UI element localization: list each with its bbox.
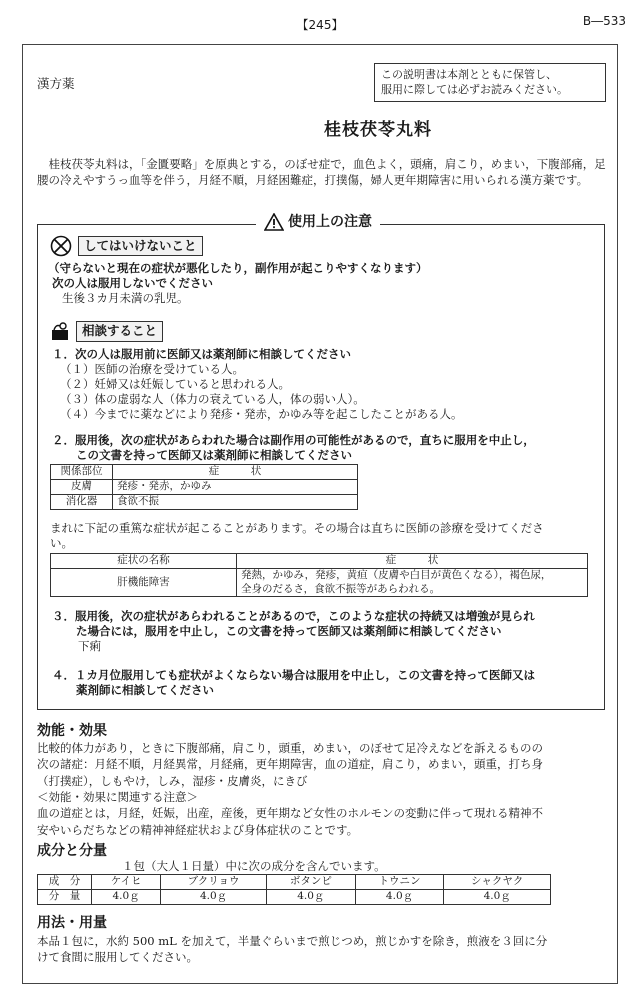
table-cell: 分 量 [38,890,92,905]
category-label: 漢方薬 [37,76,75,91]
table-row [51,495,358,510]
table-cell: トウニン [355,875,444,890]
consult-item3-symptom: 下痢 [78,639,101,653]
consult-item4-title-cont: 薬剤師に相談してください [76,683,214,697]
consult-item4-title: ４．１カ月位服用しても症状がよくならない場合は服用を中止し，この文書を持って医師又は [52,668,535,682]
consult-item3-title: ３．服用後，次の症状があらわれることがあるので，このような症状の持続又は増強が見られ [52,609,535,623]
ingredients-heading: 成分と分量 [37,843,107,859]
consult-item3-title-cont: た場合には，服用を中止し，この文書を持って医師又は薬剤師に相談してください [76,624,502,638]
efficacy-text [37,740,607,838]
warning-icon [264,213,284,231]
table-row [38,875,551,890]
table-cell: ブクリョウ [161,875,267,890]
side-effects-table [50,464,358,510]
caution-title-text: 使用上の注意 [288,214,372,230]
caution-title [256,213,380,231]
consult-item1-list-item: （４）今までに薬などにより発疹・発赤，かゆみ等を起こしたことがある人。 [60,407,463,421]
prohibited-icon [50,235,72,257]
dont-item: 生後３カ月未満の乳児。 [62,291,189,305]
table-cell: ケイヒ [92,875,161,890]
keep-notice-line: 服用に際しては必ずお読みください。 [381,83,568,97]
caution-box [37,214,605,710]
table-header: 症状の名称 [51,554,237,569]
table-cell: 4.0ｇ [267,890,356,905]
table-cell: 4.0ｇ [355,890,444,905]
serious-symptoms-table [50,553,588,597]
efficacy-related-line: 血の道症とは，月経，妊娠，出産，産後，更年期など女性のホルモンの変動に伴って現れる精神不 [37,806,543,821]
rare-note-cont: い。 [50,536,73,550]
table-cell: 4.0ｇ [92,890,161,905]
consult-item2-title: ２．服用後，次の症状があらわれた場合は副作用の可能性があるので，直ちに服用を中止し， [52,433,535,447]
symptom-line: 全身のだるさ，食欲不振等があらわれる。 [241,582,441,595]
consult-item2-title-cont: この文書を持って医師又は薬剤師に相談してください [76,448,352,462]
table-cell: 肝機能障害 [51,569,237,597]
table-row [51,569,588,597]
ingredients-table [37,874,551,905]
symptom-line: 発熱，かゆみ，発疹，黄疸（皮膚や白目が黄色くなる），褐色尿， [241,569,552,581]
table-row [51,480,358,495]
efficacy-line: 比較的体力があり，ときに下腹部痛，肩こり，頭重，めまい，のぼせて足冷えなどを訴えるものの [37,741,543,755]
consult-item1-list-item: （１）医師の治療を受けている人。 [60,362,244,376]
dont-label: してはいけないこと [78,236,203,257]
table-cell: 発疹・発赤，かゆみ [113,480,358,495]
table-cell [237,569,588,597]
efficacy-line: 次の諸症：月経不順，月経異常，月経痛，更年期障害，血の道症，肩こり，めまい，頭重，打ち身 [37,757,543,772]
page-number: 【245】 [296,18,344,32]
table-cell: 皮膚 [51,480,113,495]
efficacy-related-line: 安やいらだちなどの精神神経症状および身体症状のことです。 [37,822,359,837]
efficacy-related-heading: ＜効能・効果に関連する注意＞ [37,789,198,804]
keep-notice-line: この説明書は本剤とともに保管し、 [381,68,557,81]
efficacy-line: （打撲症），しもやけ，しみ，湿疹・皮膚炎，にきび [37,773,308,788]
table-cell: 4.0ｇ [444,890,551,905]
table-header: 関係部位 [51,465,113,480]
dosage-text [37,933,607,966]
keep-notice-box [374,63,606,102]
table-row [38,890,551,905]
table-cell: 消化器 [51,495,113,510]
table-cell: 成 分 [38,875,92,890]
efficacy-heading: 効能・効果 [37,723,107,739]
ingredients-lead: １包（大人１日量）中に次の成分を含んでいます。 [122,859,386,873]
consult-icon [50,321,70,341]
dont-lead: 次の人は服用しないでください [52,276,213,290]
dosage-heading: 用法・用量 [37,915,107,931]
table-cell: ボタンピ [267,875,356,890]
dont-note: （守らないと現在の症状が悪化したり，副作用が起こりやすくなります） [48,261,428,275]
consult-header [50,321,163,342]
intro-text: 桂枝茯苓丸料は，「金匱要略」を原典とする，のぼせ症で，血色よく，頭痛，肩こり，めまい，下腹部痛，足腰の冷えやすうっ血等を伴う，月経不順，月経困難症，打撲傷，婦人更年期障害に用いられる漢方薬です。 [37,157,606,188]
table-cell: 4.0ｇ [161,890,267,905]
dosage-line: 本品１包に，水約 500 mL を加えて，半量ぐらいまで煎じつめ，煎じかすを除き，煎液を３回に分 [37,934,548,948]
dosage-line: けて食間に服用してください。 [37,950,198,965]
table-cell: 食欲不振 [113,495,358,510]
consult-item1-list-item: （３）体の虚弱な人（体力の衰えている人，体の弱い人）。 [60,392,365,406]
table-cell: シャクヤク [444,875,551,890]
table-header: 症 状 [113,465,358,480]
consult-label: 相談すること [76,321,163,342]
consult-item1-list-item: （２）妊婦又は妊娠していると思われる人。 [60,377,290,391]
document-code: B―533 [582,14,626,28]
table-header: 症 状 [237,554,588,569]
consult-item1-title: １．次の人は服用前に医師又は薬剤師に相談してください [52,347,351,361]
product-name: 桂枝茯苓丸料 [324,120,432,140]
rare-note: まれに下記の重篤な症状が起こることがあります。その場合は直ちに医師の診療を受けてくださ [50,521,544,535]
dont-header [50,235,203,257]
